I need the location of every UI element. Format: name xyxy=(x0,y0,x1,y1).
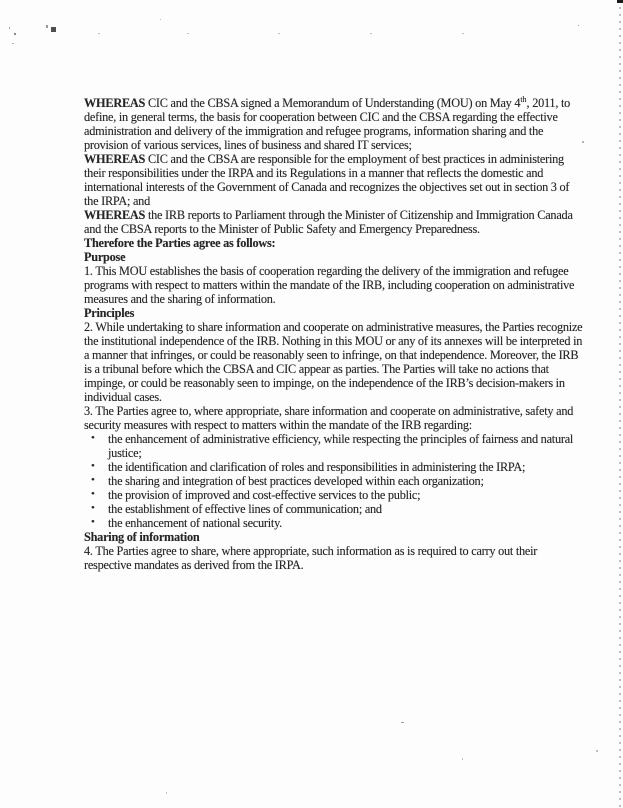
paragraph-1: 1. This MOU establishes the basis of cooperation regarding the delivery of the immigration and refugee programs with respect to matters within the mandate of the IRB, including cooperation on administrative measures and the sharing of information. xyxy=(84,264,575,306)
scan-speck xyxy=(401,722,404,723)
section-heading-sharing-of-information: Sharing of information xyxy=(84,530,200,544)
section-heading-principles: Principles xyxy=(84,306,135,320)
paragraph-4: 4. The Parties agree to share, where appropriate, such information as is required to carry out their respective mandates as derived from the IRPA. xyxy=(84,544,538,572)
whereas-lead: WHEREAS xyxy=(84,96,146,110)
scan-edge-dotted-line xyxy=(619,0,621,808)
agreement-clause: Therefore the Parties agree as follows: xyxy=(84,236,276,250)
bullet-item xyxy=(84,474,584,488)
scan-speck xyxy=(462,758,463,760)
paragraph-2: 2. While undertaking to share information and cooperate on administrative measures, the Parties recognize the institutional independence of the IRB. Nothing in this MOU or any of its annexes will be interpreted in a manner that infringes, or could be reasonably seen to infringe, on that independence. Moreover, the IRB is a tribunal before which the CBSA and CIC appear as parties. The Parties will take no actions that impinge, or could be reasonably seen to impinge, on the independence of the IRB’s decision-makers in individual cases. xyxy=(84,320,583,404)
paragraph-text: CIC and the CBSA are responsible for the employment of best practices in administering their responsibilities under the IRPA and its Regulations in a manner that reflects the domestic and international interests of the Government of Canada and recognizes the objectives set out in section 3 of the IRPA; and xyxy=(84,152,570,208)
bullet-item xyxy=(84,488,584,502)
bullet-item xyxy=(84,502,584,516)
bullet-icon: • xyxy=(91,432,95,444)
bullet-text: the establishment of effective lines of communication; and xyxy=(108,502,382,516)
bullet-item xyxy=(84,516,584,530)
scan-speck xyxy=(9,27,10,29)
scan-speck xyxy=(14,33,16,35)
scan-speck xyxy=(166,792,167,794)
bullet-list xyxy=(84,432,584,530)
bullet-text: the enhancement of national security. xyxy=(108,516,282,530)
bullet-text: the enhancement of administrative efficiency, while respecting the principles of fairness and natural justice; xyxy=(108,432,574,460)
whereas-paragraph-2 xyxy=(84,152,584,208)
paragraph-text: the IRB reports to Parliament through the Minister of Citizenship and Immigration Canada and the CBSA reports to the Minister of Public Safety and Emergency Preparedness. xyxy=(84,208,573,236)
scan-corner-mark xyxy=(617,0,623,3)
bullet-text: the provision of improved and cost-effective services to the public; xyxy=(108,488,421,502)
bullet-item xyxy=(84,432,584,460)
superscript-ordinal: th xyxy=(520,94,527,104)
whereas-lead: WHEREAS xyxy=(84,152,146,166)
scan-speck xyxy=(46,25,48,28)
paragraph-3: 3. The Parties agree to, where appropriate, share information and cooperate on administrative, safety and security measures with respect to matters within the mandate of the IRB regarding: xyxy=(84,404,574,432)
paragraph-text: , 2011, to define, in general terms, the basis for cooperation between CIC and the CBSA regarding the effective administration and delivery of the immigration and refugee programs, information sharing and the provision of various services, lines of business and shared IT services; xyxy=(84,96,571,152)
whereas-paragraph-3 xyxy=(84,208,584,236)
bullet-icon: • xyxy=(91,488,95,500)
document-body xyxy=(84,0,584,572)
whereas-lead: WHEREAS xyxy=(84,208,146,222)
bullet-icon: • xyxy=(91,460,95,472)
bullet-item xyxy=(84,460,584,474)
bullet-icon: • xyxy=(91,516,95,528)
bullet-icon: • xyxy=(91,502,95,514)
whereas-paragraph-1 xyxy=(84,96,584,152)
scan-speck xyxy=(12,43,14,44)
section-heading-purpose: Purpose xyxy=(84,250,126,264)
bullet-text: the identification and clarification of roles and responsibilities in administering the IRPA; xyxy=(108,460,526,474)
paragraph-text: CIC and the CBSA signed a Memorandum of Understanding (MOU) on May 4 xyxy=(145,96,521,110)
bullet-icon: • xyxy=(91,474,95,486)
bullet-text: the sharing and integration of best practices developed within each organization; xyxy=(108,474,484,488)
scan-speck xyxy=(596,750,598,752)
scan-speck xyxy=(51,27,56,32)
